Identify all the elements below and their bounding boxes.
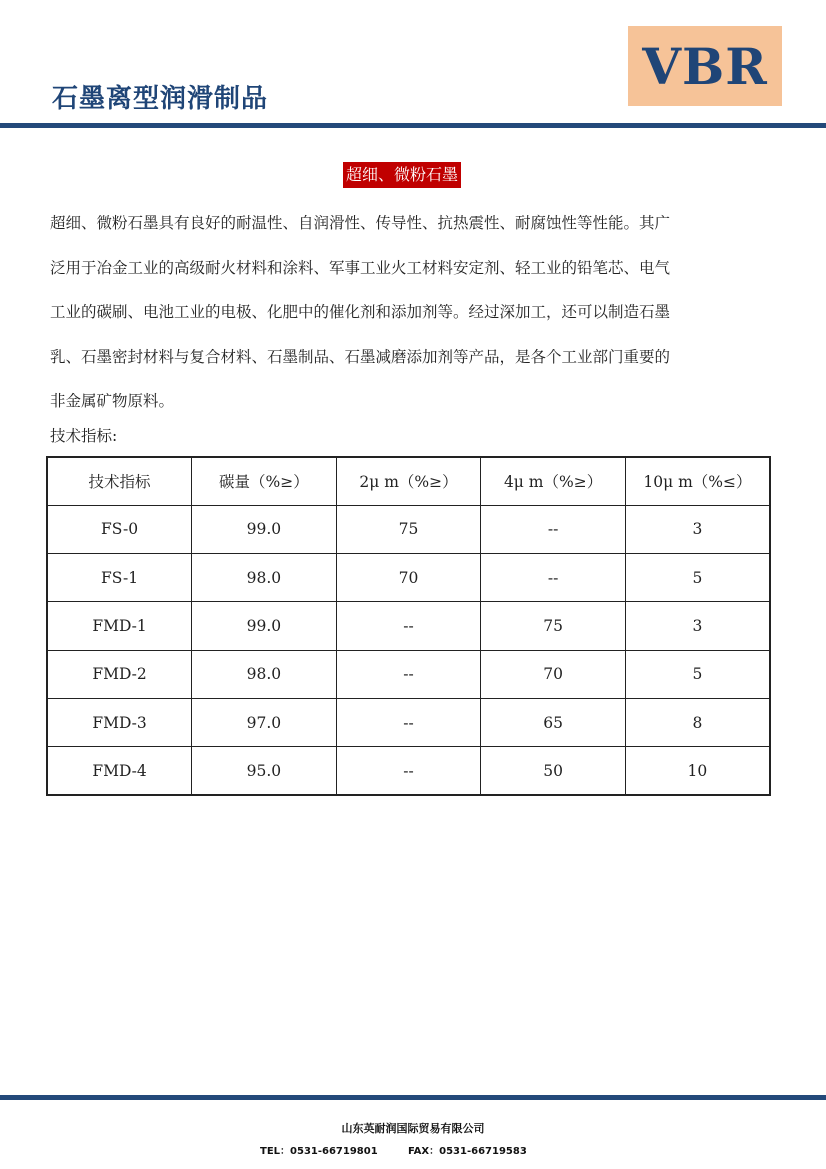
section-title: 超细、微粉石墨 [343, 162, 461, 188]
footer-contact [260, 1142, 527, 1157]
table-cell: 75 [336, 505, 481, 553]
table-cell: FS-0 [47, 505, 192, 553]
table-cell: 95.0 [192, 747, 337, 795]
footer-tel: TEL：0531-66719801 [260, 1146, 378, 1157]
table-cell: -- [336, 650, 481, 698]
table-cell: 5 [625, 554, 770, 602]
footer-company-name: 山东英耐润国际贸易有限公司 [341, 1122, 485, 1135]
spec-label: 技术指标: [50, 427, 118, 445]
table-cell: 5 [625, 650, 770, 698]
logo-text: VBR [642, 36, 768, 96]
table-cell: -- [336, 602, 481, 650]
table-cell: FMD-1 [47, 602, 192, 650]
table-cell: 75 [481, 602, 626, 650]
table-cell: 70 [481, 650, 626, 698]
table-cell: 98.0 [192, 554, 337, 602]
spec-table [46, 456, 771, 796]
table-cell: 3 [625, 602, 770, 650]
table-cell: 8 [625, 698, 770, 746]
page-header-title: 石墨离型润滑制品 [52, 84, 269, 114]
paragraph-line: 工业的碳刷、电池工业的电极、化肥中的催化剂和添加剂等。经过深加工，还可以制造石墨 [50, 303, 671, 321]
vbr-logo [628, 26, 782, 106]
header-divider [0, 123, 826, 128]
table-row [47, 747, 770, 795]
table-row [47, 698, 770, 746]
table-row [47, 505, 770, 553]
footer-divider [0, 1095, 826, 1100]
table-row [47, 554, 770, 602]
paragraph-line: 泛用于冶金工业的高级耐火材料和涂料、军事工业火工材料安定剂、轻工业的铅笔芯、电气 [50, 258, 671, 277]
table-cell: -- [336, 698, 481, 746]
table-cell: 97.0 [192, 698, 337, 746]
table-header-row [47, 457, 770, 505]
footer-fax: FAX：0531-66719583 [408, 1146, 527, 1157]
table-cell: FMD-3 [47, 698, 192, 746]
table-row [47, 602, 770, 650]
table-cell: -- [481, 505, 626, 553]
column-header: 4μ m（%≥） [481, 457, 626, 505]
paragraph-line: 乳、石墨密封材料与复合材料、石墨制品、石墨减磨添加剂等产品，是各个工业部门重要的 [50, 347, 671, 366]
table-row [47, 650, 770, 698]
table-cell: -- [481, 554, 626, 602]
paragraph-line: 超细、微粉石墨具有良好的耐温性、自润滑性、传导性、抗热震性、耐腐蚀性等性能。其广 [50, 214, 671, 232]
table-cell: FMD-4 [47, 747, 192, 795]
table-cell: -- [336, 747, 481, 795]
column-header: 2μ m（%≥） [336, 457, 481, 505]
table-cell: 50 [481, 747, 626, 795]
table-cell: 3 [625, 505, 770, 553]
table-cell: FS-1 [47, 554, 192, 602]
paragraph-line: 非金属矿物原料。 [50, 392, 175, 410]
table-cell: 70 [336, 554, 481, 602]
table-cell: 65 [481, 698, 626, 746]
column-header: 碳量（%≥） [192, 457, 337, 505]
table-cell: 99.0 [192, 602, 337, 650]
table-cell: 99.0 [192, 505, 337, 553]
table-cell: 98.0 [192, 650, 337, 698]
description-paragraph [50, 201, 774, 424]
table-cell: FMD-2 [47, 650, 192, 698]
table-cell: 10 [625, 747, 770, 795]
column-header: 技术指标 [47, 457, 192, 505]
column-header: 10μ m（%≤） [625, 457, 770, 505]
